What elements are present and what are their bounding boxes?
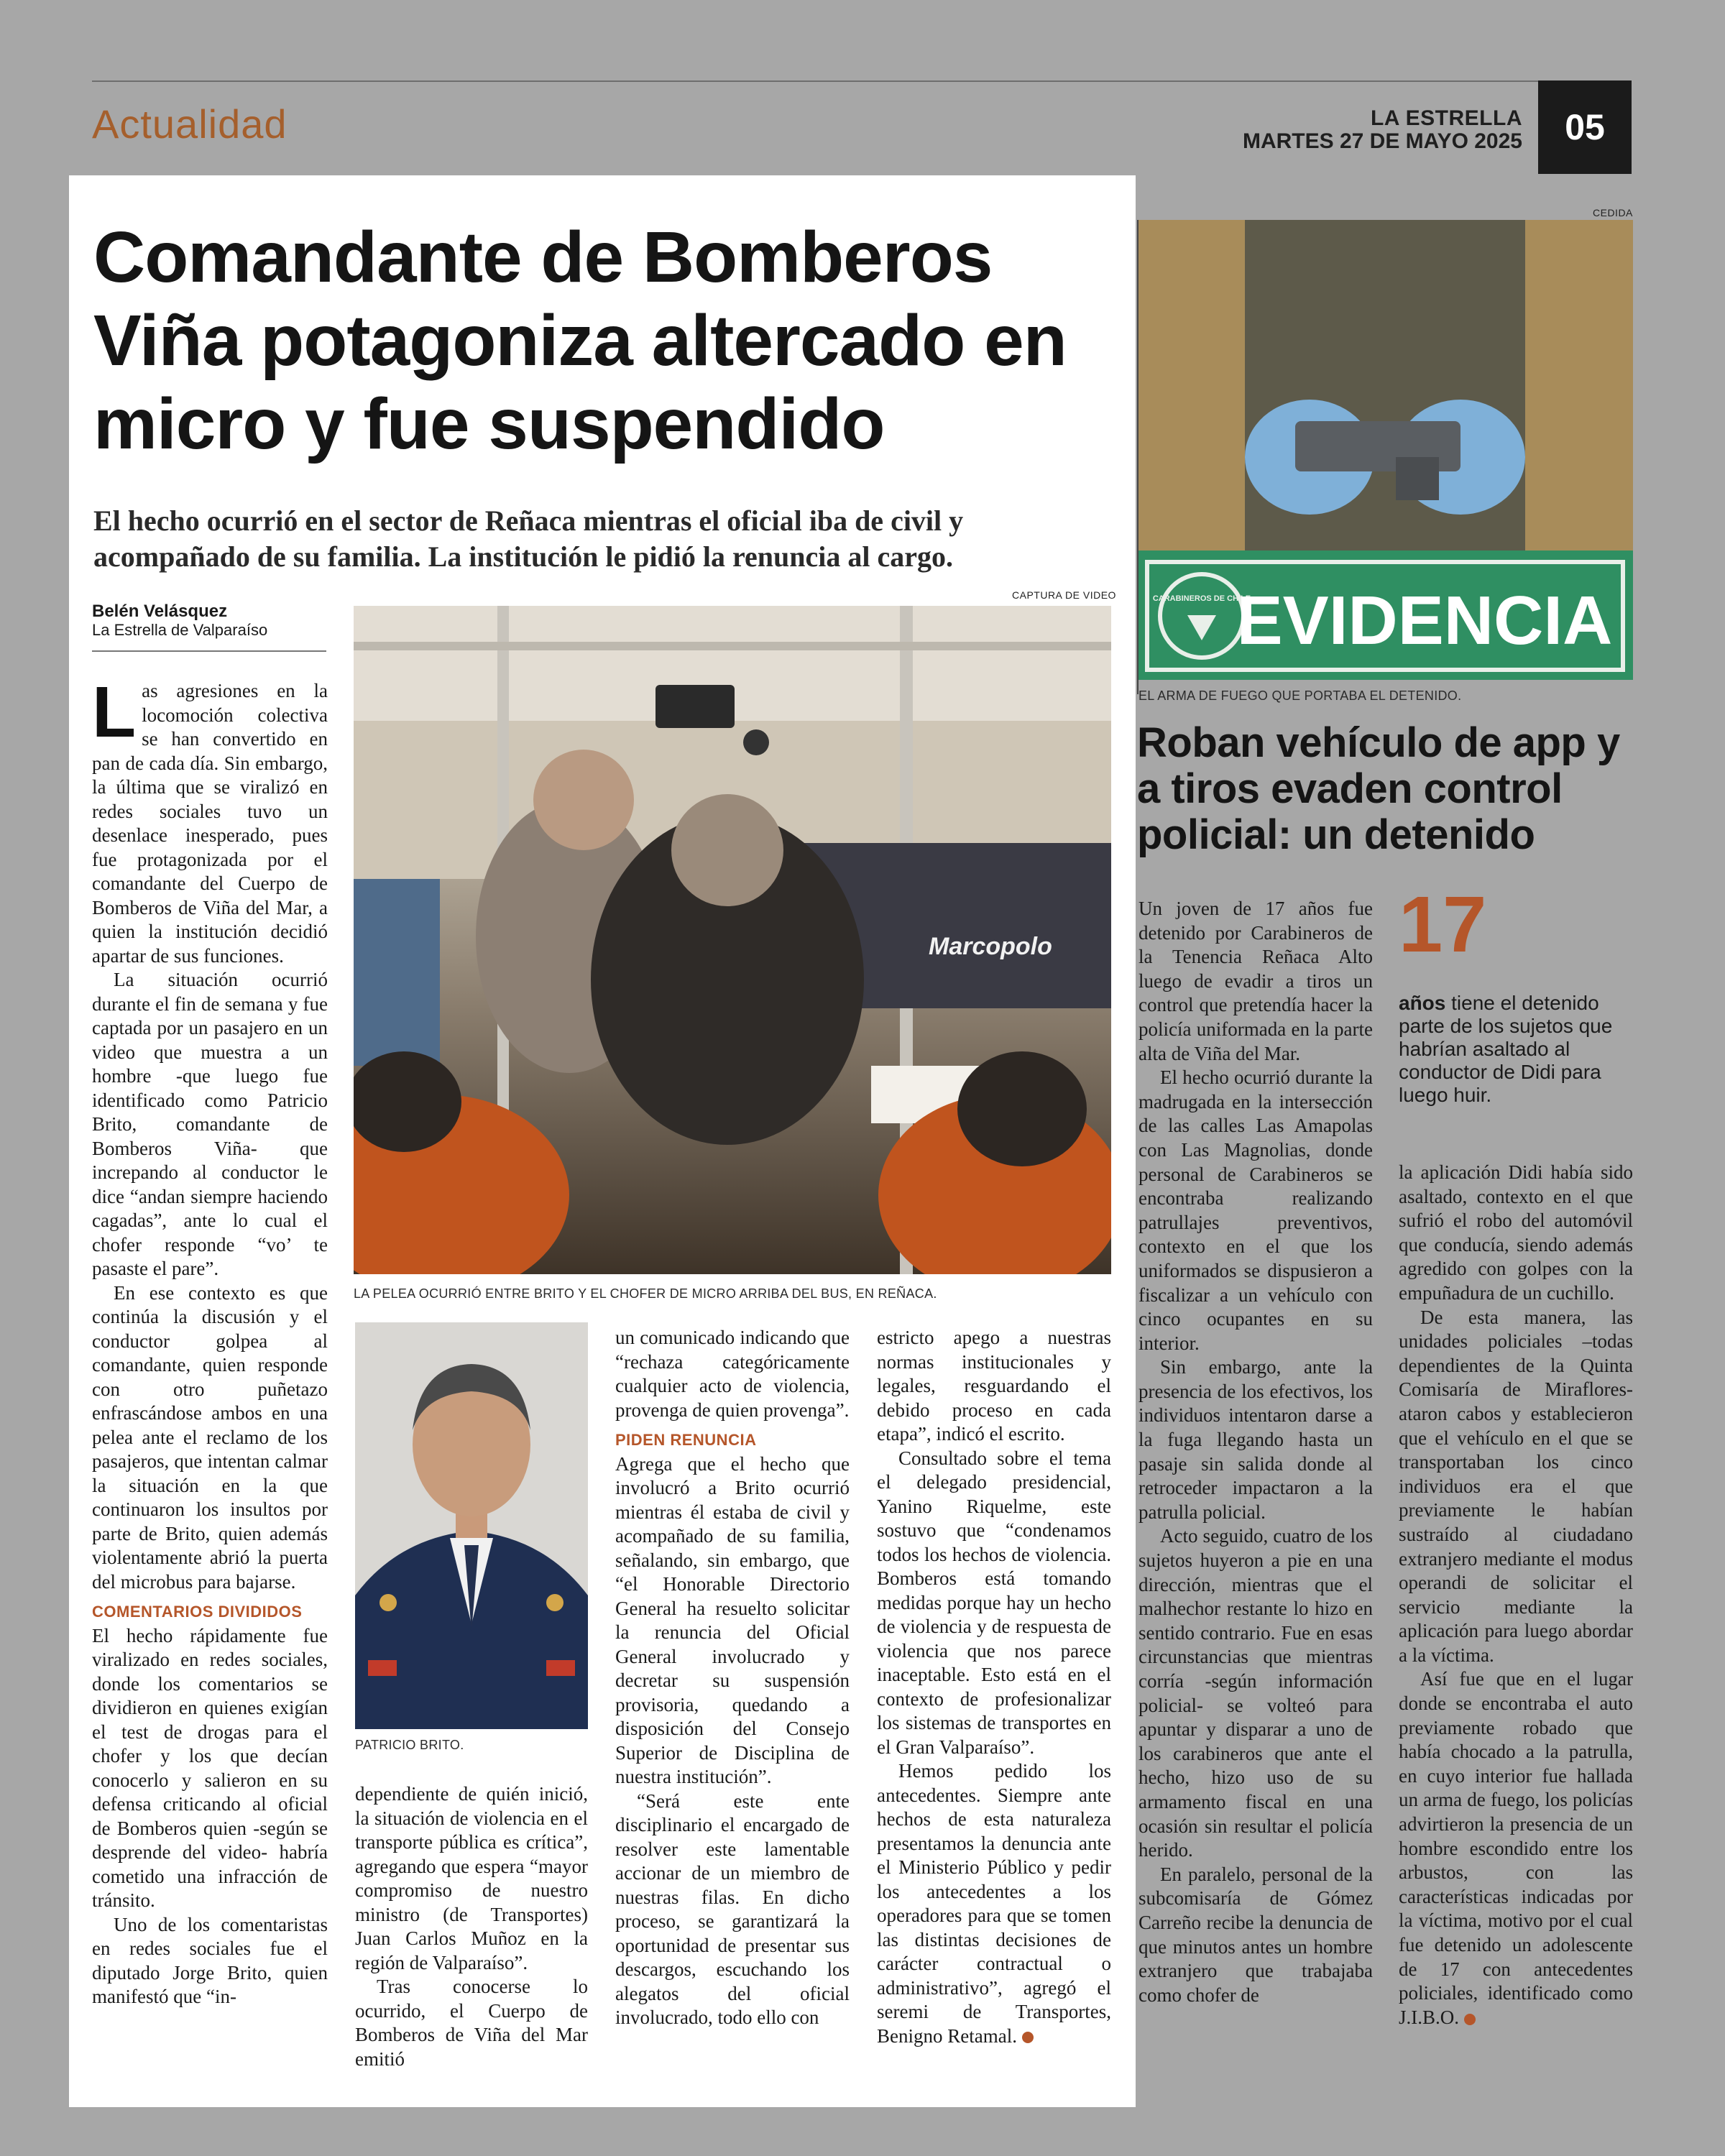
end-mark-icon <box>1022 2032 1034 2043</box>
byline <box>92 602 267 640</box>
portrait-photo <box>355 1322 588 1729</box>
main-paragraph: dependiente de quién inició, la situación de violencia en el transporte pública es crítica”, agregando que espera “mayor compromiso de nuestro ministro (de Transportes) Juan Carlos Muñoz en la región de Valparaíso”. <box>355 1783 588 1973</box>
fact-box <box>1399 992 1636 1107</box>
side-paragraph: De esta manera, las unidades policiales –todas dependientes de la Quinta Comisaría de Miraflores-ataron cabos y establecieron que el vehículo en el que se transportaban los cinco individuos era el que previamente le habían sustraído al ciudadano extranjero mediante el modus operandi de solicitar el servicio mediante la aplicación para luego abordar a la víctima. <box>1399 1306 1633 1666</box>
byline-rule <box>92 650 326 652</box>
main-paragraph: Agrega que el hecho que involucró a Brito ocurrió mientras él estaba de civil y acompañado de su familia, señalando, sin embargo, que “el Honorable Directorio General ha resuelto solicitar la renuncia del Oficial General involucrado y decretar su suspensión provisoria, quedando a disposición del Consejo Superior de Disciplina de nuestra institución”. <box>615 1452 850 1787</box>
paper-name: LA ESTRELLA <box>1370 106 1522 130</box>
main-paragraph: El hecho rápidamente fue viralizado en redes sociales, donde los comentarios se dividieron en quienes exigían el test de drogas para el chofer y los que decían conocerlo y salieron en su defensa criticando al oficial de Bomberos quien -según se desprende del video- habría cometido una infracción de tránsito. <box>92 1624 328 1911</box>
main-paragraph: Hemos pedido los antecedentes. Siempre ante hechos de esta naturaleza presentamos la denuncia ante el Ministerio Público y pedir los antecedentes a los operadores para que se tomen las distintas decisiones de carácter contractual o administrativo”, agregó el seremi de Transportes, Benigno Retamal. <box>877 1760 1111 2047</box>
portrait-caption: PATRICIO BRITO. <box>355 1738 464 1752</box>
side-paragraph: Un joven de 17 años fue detenido por Carabineros de la Tenencia Reñaca Alto luego de evadir a tiros un control que pretendía hacer la policía uniformada en la parte alta de Viña del Mar. <box>1138 898 1373 1064</box>
issue-date: MARTES 27 DE MAYO 2025 <box>1242 129 1522 153</box>
side-paragraph: Acto seguido, cuatro de los sujetos huyeron a pie en una dirección, mientras que el malhechor restante lo hizo en sentido contrario. Fue en esas circunstancias que mientras corría -según información policial- se volteó para apuntar y disparar a uno de los carabineros que ante el hecho, hizo uso de su armamento fiscal en una ocasión sin resultar el policía herido. <box>1138 1525 1373 1861</box>
evidence-photo <box>1137 220 1633 680</box>
side-paragraph: En paralelo, personal de la subcomisaría de Gómez Carreño recibe la denuncia de que minutos antes un hombre extranjero que trabajaba como chofer de <box>1138 1863 1373 2006</box>
marcopolo-label: Marcopolo <box>929 933 1052 960</box>
main-column-4 <box>877 1326 1111 2048</box>
photo-caption: LA PELEA OCURRIÓ ENTRE BRITO Y EL CHOFER DE MICRO ARRIBA DEL BUS, EN REÑACA. <box>354 1286 937 1301</box>
main-column-3 <box>615 1326 850 2030</box>
main-column-1 <box>92 672 328 2009</box>
evidence-image <box>1137 220 1633 680</box>
main-paragraph: La situación ocurrió durante el fin de semana y fue captada por un pasajero en un video que muestra a un hombre -que luego fue identificado como Patricio Brito, comandante de Bomberos Viña- que increpando al conductor le dice “andan siempre haciendo cagadas”, ante lo cual el chofer responde “vo’ te pasaste el pare”. <box>92 969 328 1279</box>
dropcap: L <box>92 672 137 752</box>
main-paragraph: un comunicado indicando que “rechaza categóricamente cualquier acto de violencia, provenga de quien provenga”. <box>615 1327 850 1421</box>
side-paragraph: Sin embargo, ante la presencia de los efectivos, los individuos intentaron darse a la fuga llegando hasta un pasaje sin salida donde al retroceder impactaron a la patrulla policial. <box>1138 1356 1373 1523</box>
main-paragraph: Consultado sobre el tema el delegado presidencial, Yanino Riquelme, este sostuvo que “condenamos todos los hechos de violencia. Bomberos está tomando medidas porque hay un hecho de violencia y de respuesta de violencia que nos parece inaceptable. Esto está en el contexto de profesionalizar los sistemas de transportes en el Gran Valparaíso”. <box>877 1447 1111 1758</box>
side-column-2 <box>1399 1161 1633 2030</box>
side-photo-caption: EL ARMA DE FUEGO QUE PORTABA EL DETENIDO. <box>1138 688 1462 703</box>
photo-credit: CAPTURA DE VIDEO <box>1012 589 1116 601</box>
author-name: Belén Velásquez <box>92 602 228 621</box>
side-column-1 <box>1138 897 1373 2007</box>
bus-fight-image <box>354 606 1111 1274</box>
side-paragraph: El hecho ocurrió durante la madrugada en la intersección de las calles Las Amapolas con Las Magnolias, donde personal de Carabineros se encontraba realizando patrullajes preventivos, contexto en el que los uniformados se dispusieron a fiscalizar a un vehículo con cinco ocupantes en su interior. <box>1138 1067 1373 1354</box>
end-mark-icon <box>1464 2014 1476 2025</box>
subhead-comentarios: COMENTARIOS DIVIDIDOS <box>92 1603 303 1621</box>
masthead <box>1243 108 1522 152</box>
portrait-image <box>355 1322 588 1729</box>
main-paragraph: Tras conocerse lo ocurrido, el Cuerpo de Bomberos de Viña del Mar emitió <box>355 1976 588 2070</box>
side-headline: Roban vehículo de app y a tiros evaden control policial: un detenido <box>1137 719 1620 858</box>
main-paragraph: Uno de los comentaristas en redes sociales fue el diputado Jorge Brito, quien manifestó que “in- <box>92 1913 328 2007</box>
bus-fight-photo <box>354 606 1111 1274</box>
side-paragraph: la aplicación Didi había sido asaltado, contexto en el que sufrió el robo del automóvil que conducía, siendo además agredido con golpes con la empuñadura de un cuchillo. <box>1399 1161 1633 1304</box>
subhead-renuncia: PIDEN RENUNCIA <box>615 1431 757 1449</box>
fact-text: tiene el detenido parte de los sujetos que habrían asaltado al conductor de Didi para luego huir. <box>1399 992 1613 1106</box>
fact-unit: años <box>1399 992 1446 1014</box>
main-headline: Comandante de Bomberos Viña potagoniza altercado en micro y fue suspendido <box>93 217 1067 464</box>
main-paragraph: “Será este ente disciplinario el encargado de resolver este lamentable accionar de un miembro de nuestras filas. En dicho proceso, se garantizará la oportunidad de presentar sus descargos, escuchando los alegatos del oficial involucrado, todo ello con <box>615 1789 850 2028</box>
side-divider <box>1137 220 1138 694</box>
carabineros-badge-text: CARABINEROS DE CHILE <box>1152 594 1251 603</box>
page-number: 05 <box>1538 80 1632 174</box>
side-paragraph: Así fue que en el lugar donde se encontraba el auto previamente robado que había chocado a la patrulla, en cuyo interior fue hallada un arma de fuego, los policías advirtieron la presencia de un hombre escondido entre los arbustos, con las características indicadas por la víctima, motivo por el cual fue detenido un adolescente de 17 con antecedentes policiales, identificado como J.I.B.O. <box>1399 1668 1633 2028</box>
header-rule <box>92 80 1544 82</box>
main-column-2 <box>355 1782 588 2071</box>
section-title: Actualidad <box>92 101 288 147</box>
main-paragraph: En ese contexto es que continúa la discusión y el conductor golpea al comandante, quien responde con otro puñetazo enfrascándose ambos en una pelea ante el reclamo de los pasajeros, que intentan calmar la situación en la que continuaron los insultos por parte de Brito, quien además violentamente abrió la puerta del microbus para bajarse. <box>92 1281 328 1593</box>
main-paragraph: as agresiones en la locomoción colectiva se han convertido en pan de cada día. Sin embargo, la última que se viralizó en redes sociales tuvo un desenlace inesperado, pues fue protagonizada por el comandante del Cuerpo de Bomberos de Viña del Mar, a quien la institución decidió apartar de sus funciones. <box>92 680 328 967</box>
side-photo-credit: CEDIDA <box>1593 207 1633 218</box>
main-paragraph: estricto apego a nuestras normas institucionales y legales, resguardando el debido proceso en cada etapa”, indicó el escrito. <box>877 1327 1111 1445</box>
main-dek: El hecho ocurrió en el sector de Reñaca mientras el oficial iba de civil y acompañado de su familia. La institución le pidió la renuncia al cargo. <box>93 505 964 573</box>
fact-number: 17 <box>1399 880 1487 969</box>
evidencia-sign-text: EVIDENCIA <box>1236 582 1613 659</box>
author-outlet: La Estrella de Valparaíso <box>92 621 268 639</box>
